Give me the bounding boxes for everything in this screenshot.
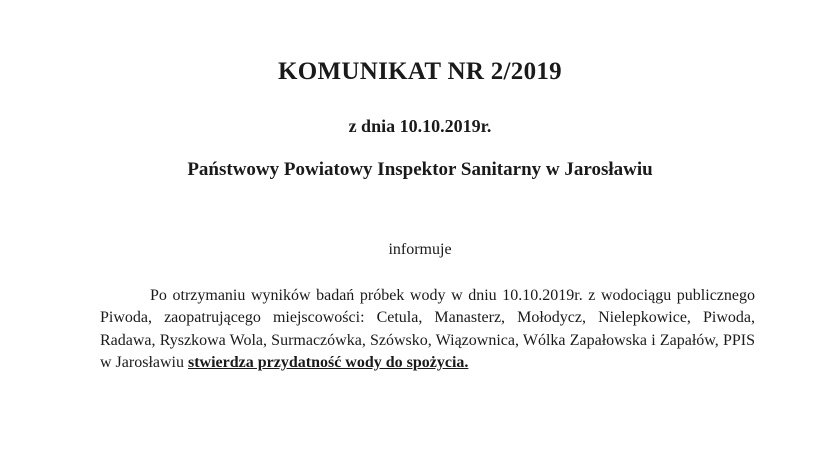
announcement-body bbox=[100, 285, 755, 375]
body-text: Po otrzymaniu wyników badań próbek wody w dniu 10.10.2019r. z wodociągu publicznego Piwoda, zaopatrującego miejscowości: Cetula, Manasterz, Mołodycz, Nielepkowice, Piwoda, Radawa, Ryszkowa Wola, Surmaczówka, Szówsko, Wiązownica, Wólka Zapałowska i Zapałów, PPIS w Jarosławiu bbox=[100, 287, 755, 372]
announcement-date: z dnia 10.10.2019r. bbox=[348, 116, 492, 136]
announcement-title: KOMUNIKAT NR 2/2019 bbox=[278, 58, 562, 85]
issuing-authority: Państwowy Powiatowy Inspektor Sanitarny w Jarosławiu bbox=[187, 159, 653, 180]
verdict-text: stwierdza przydatność wody do spożycia. bbox=[187, 354, 469, 372]
informs-line: informuje bbox=[388, 241, 452, 258]
